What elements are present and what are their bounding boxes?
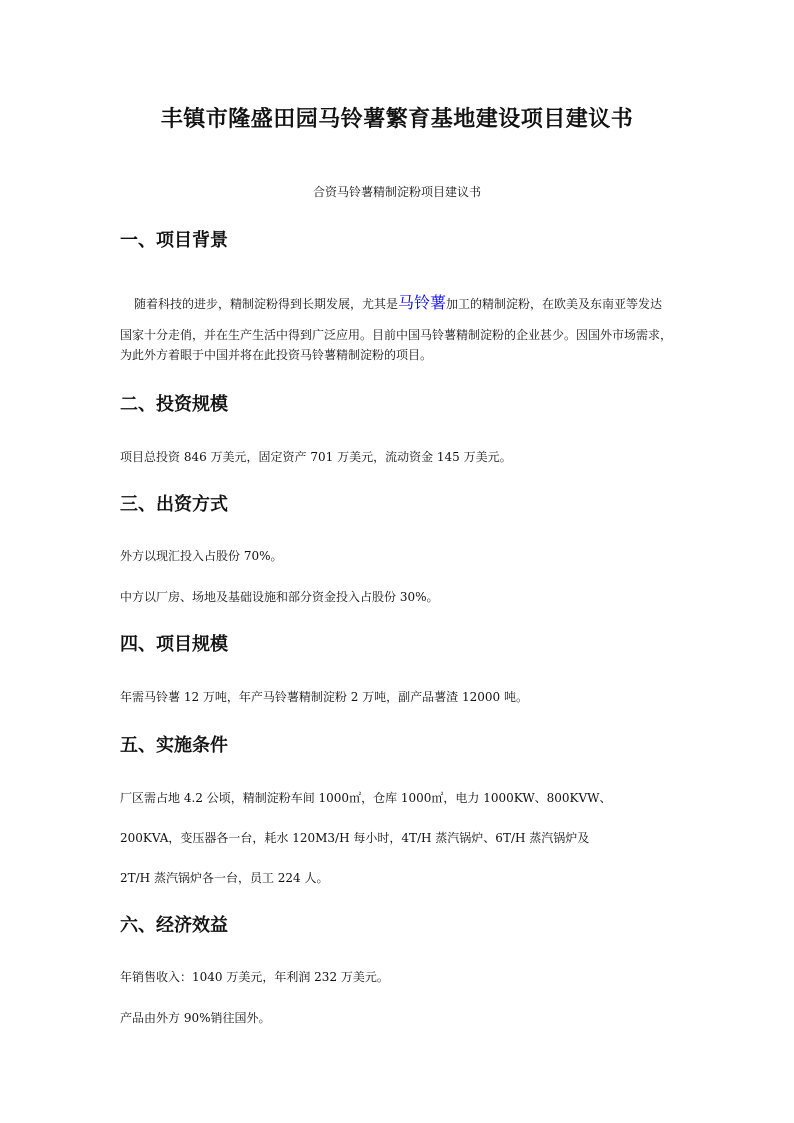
document-subtitle: 合资马铃薯精制淀粉项目建议书 bbox=[312, 185, 481, 199]
conditions-line-2: 200KVA，变压器各一台，耗水 120M3/H 每小时，4T/H 蒸汽锅炉、6T/H 蒸汽锅炉及 bbox=[120, 831, 590, 845]
contribution-line-2: 中方以厂房、场地及基础设施和部分资金投入占股份 30%。 bbox=[120, 590, 439, 604]
section-heading-conditions: 五、实施条件 bbox=[120, 735, 228, 756]
benefits-line-2: 产品由外方 90%销往国外。 bbox=[120, 1011, 271, 1025]
conditions-line-3: 2T/H 蒸汽锅炉各一台，员工 224 人。 bbox=[120, 871, 329, 885]
background-text-after-link: 加工的精制淀粉，在欧美及东南亚等发达 bbox=[446, 297, 663, 311]
potato-link[interactable]: 马铃薯 bbox=[398, 293, 447, 312]
background-paragraph-line-1 bbox=[134, 290, 662, 313]
section-heading-contribution: 三、出资方式 bbox=[120, 494, 228, 515]
section-heading-background: 一、项目背景 bbox=[120, 230, 228, 251]
document-title: 丰镇市隆盛田园马铃薯繁育基地建设项目建议书 bbox=[160, 106, 634, 132]
investment-line-1: 项目总投资 846 万美元，固定资产 701 万美元，流动资金 145 万美元。 bbox=[120, 450, 512, 464]
section-heading-scale: 四、项目规模 bbox=[120, 634, 228, 655]
scale-line-1: 年需马铃薯 12 万吨，年产马铃薯精制淀粉 2 万吨，副产品薯渣 12000 吨。 bbox=[120, 690, 528, 704]
background-paragraph-line-2: 国家十分走俏，并在生产生活中得到广泛应用。目前中国马铃薯精制淀粉的企业甚少。因国外市场需求， bbox=[120, 328, 673, 342]
section-heading-benefits: 六、经济效益 bbox=[120, 915, 228, 936]
background-text-before-link: 随着科技的进步，精制淀粉得到长期发展，尤其是 bbox=[134, 297, 399, 311]
section-heading-investment: 二、投资规模 bbox=[120, 394, 228, 415]
conditions-line-1: 厂区需占地 4.2 公顷，精制淀粉车间 1000㎡，仓库 1000㎡，电力 1000KW、800KVW、 bbox=[120, 791, 612, 805]
contribution-line-1: 外方以现汇投入占股份 70%。 bbox=[120, 549, 283, 563]
background-paragraph-line-3: 为此外方着眼于中国并将在此投资马铃薯精制淀粉的项目。 bbox=[120, 348, 433, 362]
benefits-line-1: 年销售收入：1040 万美元，年利润 232 万美元。 bbox=[120, 970, 389, 984]
